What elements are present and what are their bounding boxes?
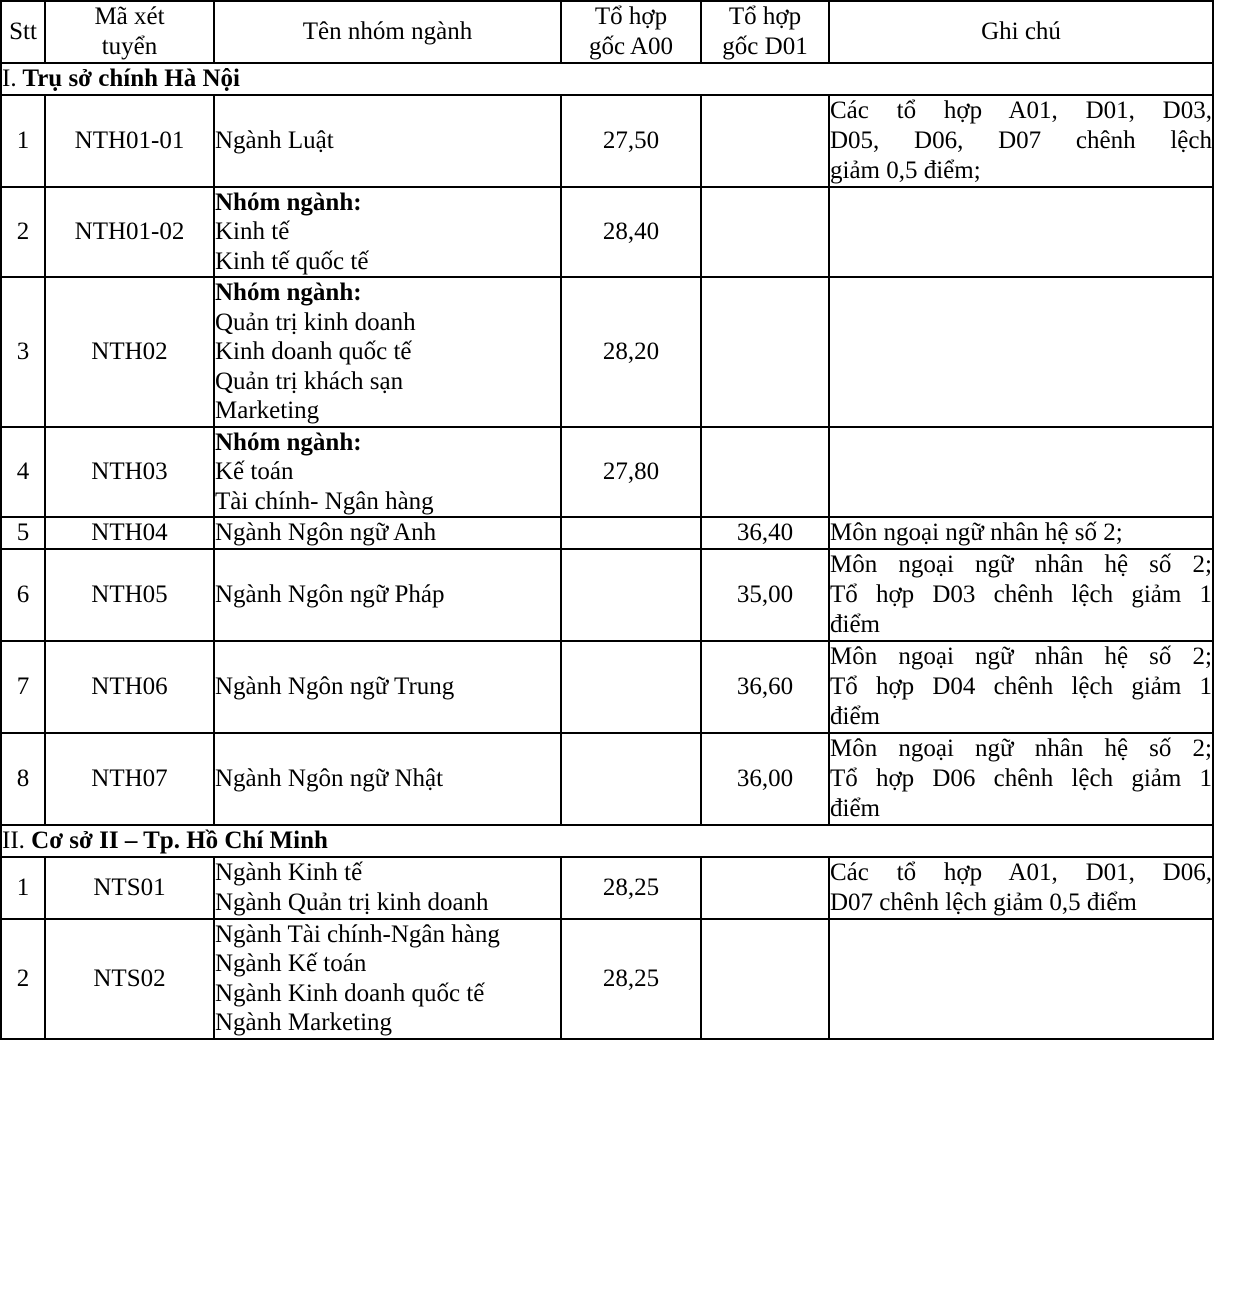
cell-score-a00 xyxy=(561,517,701,549)
major-name-line: Kinh doanh quốc tế xyxy=(215,338,412,365)
table-row xyxy=(1,857,1213,919)
cell-code: NTH02 xyxy=(45,277,214,427)
cell-stt: 1 xyxy=(1,95,45,187)
cell-score-a00: 27,80 xyxy=(561,427,701,518)
table-row xyxy=(1,641,1213,733)
cell-note xyxy=(829,95,1213,187)
major-name-line: Ngành Kinh doanh quốc tế xyxy=(215,979,485,1007)
cell-note xyxy=(829,549,1213,641)
table-row xyxy=(1,95,1213,187)
major-name-line: Ngành Kế toán xyxy=(215,950,367,977)
note-line: D05, D06, D07 chênh lệch xyxy=(830,126,1212,154)
cell-code: NTH01-02 xyxy=(45,187,214,278)
cell-stt: 4 xyxy=(1,427,45,518)
major-name-line: Ngành Kinh tế xyxy=(215,859,363,886)
major-name-line: Ngành Ngôn ngữ Trung xyxy=(215,673,455,701)
cell-note xyxy=(829,733,1213,825)
table-row xyxy=(1,517,1213,549)
cell-note xyxy=(829,919,1213,1039)
cell-score-d01: 36,00 xyxy=(701,733,829,825)
cell-note xyxy=(829,641,1213,733)
section-number: II. xyxy=(2,827,25,854)
cell-stt: 5 xyxy=(1,517,45,549)
cell-score-a00: 27,50 xyxy=(561,95,701,187)
cell-code: NTS01 xyxy=(45,857,214,919)
cell-name xyxy=(214,919,561,1039)
cell-note xyxy=(829,187,1213,278)
cell-note xyxy=(829,427,1213,518)
cell-score-d01: 36,40 xyxy=(701,517,829,549)
major-name-line: Tài chính- Ngân hàng xyxy=(215,487,434,515)
column-header-code-line1: Mã xét xyxy=(94,3,165,30)
cell-score-d01 xyxy=(701,277,829,427)
cell-stt: 3 xyxy=(1,277,45,427)
cell-score-a00 xyxy=(561,549,701,641)
cell-name xyxy=(214,549,561,641)
table-row xyxy=(1,733,1213,825)
note-line: Môn ngoại ngữ nhân hệ số 2; xyxy=(830,643,1212,670)
cell-name xyxy=(214,517,561,549)
cell-score-d01 xyxy=(701,95,829,187)
column-header-a00-line1: Tổ hợp xyxy=(594,3,668,30)
section-title: Trụ sở chính Hà Nội xyxy=(16,65,240,92)
table-header xyxy=(1,1,1213,63)
note-line: giảm 0,5 điểm; xyxy=(830,156,981,184)
column-header-a00-line2: gốc A00 xyxy=(588,33,674,60)
column-header-d01 xyxy=(701,1,829,63)
group-label: Nhóm ngành: xyxy=(215,428,362,456)
major-name-line: Ngành Ngôn ngữ Pháp xyxy=(215,581,445,609)
note-line: Môn ngoại ngữ nhân hệ số 2; xyxy=(830,551,1212,578)
cell-code: NTH05 xyxy=(45,549,214,641)
table-row xyxy=(1,187,1213,278)
major-name-line: Marketing xyxy=(215,397,320,424)
group-label: Nhóm ngành: xyxy=(215,188,362,216)
section-header-cell xyxy=(1,825,1213,857)
note-line: điểm xyxy=(830,703,880,730)
cell-score-a00: 28,20 xyxy=(561,277,701,427)
section-header-row xyxy=(1,63,1213,95)
cell-name xyxy=(214,857,561,919)
note-line: Môn ngoại ngữ nhân hệ số 2; xyxy=(830,735,1212,762)
major-name-line: Ngành Ngôn ngữ Nhật xyxy=(215,765,444,793)
major-name-line: Ngành Luật xyxy=(215,126,334,154)
note-line: D07 chênh lệch giảm 0,5 điểm xyxy=(830,888,1137,916)
section-title: Cơ sở II – Tp. Hồ Chí Minh xyxy=(24,827,328,854)
major-name-line: Kinh tế quốc tế xyxy=(215,247,369,275)
column-header-stt xyxy=(1,1,45,63)
cell-score-a00: 28,25 xyxy=(561,857,701,919)
cell-note xyxy=(829,857,1213,919)
major-name-line: Kinh tế xyxy=(215,218,290,245)
cell-note xyxy=(829,277,1213,427)
column-header-code-line2: tuyển xyxy=(101,33,158,60)
column-header-name xyxy=(214,1,561,63)
cell-code: NTH01-01 xyxy=(45,95,214,187)
table-row xyxy=(1,277,1213,427)
cell-note xyxy=(829,517,1213,549)
cell-score-d01: 35,00 xyxy=(701,549,829,641)
column-header-name-label: Tên nhóm ngành xyxy=(302,18,473,45)
note-line: Môn ngoại ngữ nhân hệ số 2; xyxy=(830,519,1123,546)
cell-score-d01 xyxy=(701,919,829,1039)
cell-score-d01 xyxy=(701,857,829,919)
cell-name xyxy=(214,733,561,825)
major-name-line: Quản trị kinh doanh xyxy=(215,308,416,336)
cell-score-a00 xyxy=(561,733,701,825)
column-header-a00 xyxy=(561,1,701,63)
cell-score-d01 xyxy=(701,187,829,278)
cell-code: NTH03 xyxy=(45,427,214,518)
cell-score-d01 xyxy=(701,427,829,518)
column-header-d01-line1: Tổ hợp xyxy=(728,3,802,30)
major-name-line: Ngành Quản trị kinh doanh xyxy=(215,888,489,916)
column-header-note xyxy=(829,1,1213,63)
cell-name xyxy=(214,277,561,427)
cell-name xyxy=(214,95,561,187)
cell-stt: 2 xyxy=(1,187,45,278)
header-row xyxy=(1,1,1213,63)
section-header-row xyxy=(1,825,1213,857)
cell-stt: 6 xyxy=(1,549,45,641)
note-line: Tổ hợp D06 chênh lệch giảm 1 xyxy=(830,765,1212,792)
major-name-line: Ngành Marketing xyxy=(215,1009,393,1036)
cell-stt: 7 xyxy=(1,641,45,733)
major-name-line: Kế toán xyxy=(215,458,294,485)
table-row xyxy=(1,549,1213,641)
column-header-code xyxy=(45,1,214,63)
major-name-line: Quản trị khách sạn xyxy=(215,367,404,395)
table-row xyxy=(1,919,1213,1039)
cell-score-d01: 36,60 xyxy=(701,641,829,733)
cell-code: NTH04 xyxy=(45,517,214,549)
major-name-line: Ngành Tài chính-Ngân hàng xyxy=(215,920,500,948)
section-number: I. xyxy=(2,65,17,92)
column-header-d01-line2: gốc D01 xyxy=(722,33,808,60)
cell-score-a00: 28,40 xyxy=(561,187,701,278)
cell-name xyxy=(214,427,561,518)
cell-name xyxy=(214,187,561,278)
cell-stt: 2 xyxy=(1,919,45,1039)
column-header-note-label: Ghi chú xyxy=(981,18,1061,45)
table-row xyxy=(1,427,1213,518)
cell-code: NTH07 xyxy=(45,733,214,825)
note-line: Các tổ hợp A01, D01, D03, xyxy=(830,96,1212,124)
cell-score-a00 xyxy=(561,641,701,733)
cell-name xyxy=(214,641,561,733)
cell-stt: 1 xyxy=(1,857,45,919)
column-header-stt-label: Stt xyxy=(9,18,37,45)
cell-code: NTH06 xyxy=(45,641,214,733)
note-line: điểm xyxy=(830,611,880,638)
cell-score-a00: 28,25 xyxy=(561,919,701,1039)
note-line: Các tổ hợp A01, D01, D06, xyxy=(830,858,1212,886)
note-line: điểm xyxy=(830,795,880,822)
section-header-cell xyxy=(1,63,1213,95)
note-line: Tổ hợp D04 chênh lệch giảm 1 xyxy=(830,673,1212,700)
major-name-line: Ngành Ngôn ngữ Anh xyxy=(215,519,437,547)
cell-stt: 8 xyxy=(1,733,45,825)
group-label: Nhóm ngành: xyxy=(215,279,362,306)
table-body xyxy=(1,63,1213,1039)
note-line: Tổ hợp D03 chênh lệch giảm 1 xyxy=(830,581,1212,608)
cell-code: NTS02 xyxy=(45,919,214,1039)
